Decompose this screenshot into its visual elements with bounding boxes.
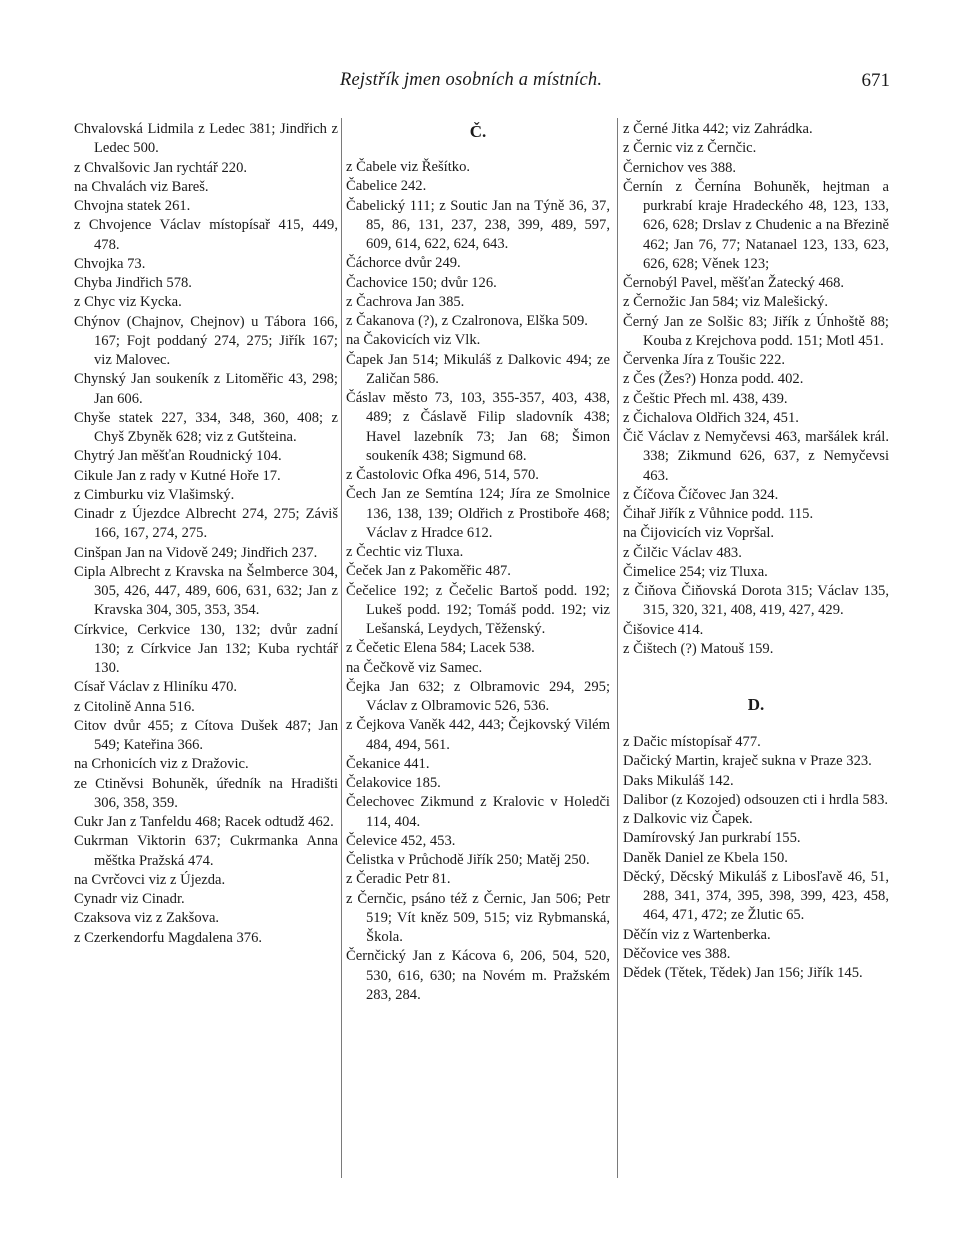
index-entry: Chyba Jindřich 578. (74, 275, 192, 291)
index-entry: na Čijovicích viz Vopršal. (623, 525, 775, 542)
index-entry: z Čakanova (?), z Czalronova, Elška 509. (346, 313, 588, 329)
index-entry: Czaksova viz z Zakšova. (74, 910, 220, 927)
index-entry: Čeček Jan z Pakoměřic 487. (346, 563, 511, 580)
index-entry: Čáslav město 73, 103, 355-357, 403, 438, 489; z Čáslavě Filip sladovník 438; Havel lazebník 73; Jan 68; Šimon soukeník 438; Sigmund 68. (346, 390, 610, 464)
index-entry: Dalibor (z Kozojed) odsouzen cti i hrdla 583. (623, 791, 889, 808)
index-entry: z Češtic Přech ml. 438, 439. (623, 390, 788, 407)
page-title: Rejstřík jmen osobních a místních. (340, 70, 603, 90)
index-column-3 (623, 120, 889, 983)
index-entry: z Čištech (?) Matouš 159. (623, 640, 774, 657)
index-entry: na Chvalách viz Bareš. (74, 178, 209, 195)
index-entry: z Čichalova Oldřich 324, 451. (623, 409, 799, 426)
index-entry: Děčín viz z Wartenberka. (623, 926, 771, 943)
index-entry: Čech Jan ze Semtína 124; Jíra ze Smolnice 136, 138, 139; Oldřich z Prostiboře 468; Václav z Hradce 612. (346, 486, 610, 541)
index-entry: Černín z Černína Bohuněk, hejtman a purkrabí kraje Hradeckého 48, 123, 133, 626, 628; Drslav z Chudenic a na Březině 462; Jan 76, 77; Natanael 123, 133, 623, 626, 628; Věnek 123; (623, 178, 889, 272)
index-entry: na Cvrčovci viz z Újezda. (74, 871, 226, 888)
index-entry: Chvojna statek 261. (74, 198, 191, 214)
index-entry: z Černic viz z Černčic. (623, 140, 757, 157)
index-entry: Čachovice 150; dvůr 126. (346, 274, 497, 291)
index-entry: z Chvalšovic Jan rychtář 220. (74, 159, 248, 176)
index-entry: Čelevice 452, 453. (346, 832, 456, 849)
index-entry: Čabelický 111; z Soutic Jan na Týně 36, 37, 85, 86, 131, 237, 238, 399, 489, 597, 609, 614, 622, 624, 643. (346, 197, 610, 252)
index-entry: z Cimburku viz Vlašimský. (74, 486, 235, 503)
index-entry: Cukrman Viktorin 637; Cukrmanka Anna měštka Pražská 474. (74, 833, 338, 869)
index-entry: z Dalkovic viz Čapek. (623, 811, 753, 827)
index-entry: z Číčova Číčovec Jan 324. (623, 486, 779, 503)
index-entry: Červenka Jíra z Toušic 222. (623, 352, 786, 368)
index-entry: Černý Jan ze Solšic 83; Jiřík z Únhoště 88; Kouba z Krejchova podd. 151; Motl 451. (623, 313, 889, 349)
index-entry: Cynadr viz Cinadr. (74, 891, 185, 907)
index-entry: Chynský Jan soukeník z Litoměřic 43, 298; Jan 606. (74, 371, 338, 407)
index-entry: Čáchorce dvůr 249. (346, 255, 461, 272)
index-entry: Čejka Jan 632; z Olbramovic 294, 295; Václav z Olbramovic 526, 536. (346, 678, 610, 714)
section-heading: D. (747, 695, 765, 714)
index-entry: Daněk Daniel ze Kbela 150. (623, 849, 788, 866)
index-entry: z Čečetic Elena 584; Lacek 538. (346, 640, 535, 657)
entry-list (623, 120, 889, 659)
index-entry: Dačický Martin, kraječ sukna v Praze 323. (623, 753, 872, 770)
entry-list (623, 733, 889, 983)
index-entry: Černobýl Pavel, měšťan Žatecký 468. (623, 275, 845, 291)
index-entry: Děcký, Děcský Mikuláš z Libosľavě 46, 51, 288, 341, 374, 395, 398, 399, 423, 458, 464, 471, 472; ze Žlutic 65. (623, 868, 889, 924)
index-entry: z Čilčic Václav 483. (623, 544, 742, 561)
index-entry: Chyše statek 227, 334, 348, 360, 408; z Chyš Zbyněk 628; viz z Gutšteina. (74, 409, 338, 445)
index-entry: Čimelice 254; viz Tluxa. (623, 563, 768, 580)
index-entry: Děčovice ves 388. (623, 945, 731, 962)
index-entry: Čihař Jiřík z Vůhnice podd. 115. (623, 506, 814, 522)
index-entry: z Čeradic Petr 81. (346, 871, 451, 888)
index-entry: Čišovice 414. (623, 621, 704, 638)
index-entry: z Čiňova Čiňovská Dorota 315; Václav 135, 315, 320, 321, 408, 419, 427, 429. (623, 583, 889, 619)
index-entry: Čečelice 192; z Čečelic Bartoš podd. 192; Lukeš podd. 192; Tomáš podd. 192; viz Lešanská, Leydych, Těženský. (346, 582, 610, 637)
index-entry: z Citolině Anna 516. (74, 698, 195, 715)
index-entry: Cinšpan Jan na Vidově 249; Jindřich 237. (74, 544, 318, 561)
index-entry: Čekanice 441. (346, 755, 430, 772)
index-column-1 (74, 120, 338, 948)
index-entry: Čič Václav z Nemyčevsi 463, maršálek král. 338; Zikmund 626, 637, z Nemyčevsi 463. (623, 429, 889, 484)
index-entry: Cikule Jan z rady v Kutné Hoře 17. (74, 467, 281, 484)
page-number: 671 (861, 70, 890, 91)
index-entry: Čabelice 242. (346, 178, 427, 195)
index-entry: na Crhonicích viz z Dražovic. (74, 756, 249, 773)
index-entry: na Čečkově viz Samec. (346, 659, 483, 676)
index-entry: z Čechtic viz Tluxa. (346, 544, 464, 560)
index-entry: Čelechovec Zikmund z Kralovic v Holedči 114, 404. (346, 794, 610, 830)
index-entry: Černčický Jan z Kácova 6, 206, 504, 520, 530, 616, 630; na Novém m. Pražském 283, 284. (346, 948, 610, 1003)
index-entry: Cukr Jan z Tanfeldu 468; Racek odtudž 462. (74, 814, 334, 830)
index-entry: Chvojka 73. (74, 255, 146, 272)
running-head (0, 70, 960, 100)
index-entry: Chvalovská Lidmila z Ledec 381; Jindřich z Ledec 500. (74, 121, 338, 157)
section-heading: Č. (469, 122, 487, 141)
index-entry: z Častolovic Ofka 496, 514, 570. (346, 467, 539, 483)
index-entry: Císař Václav z Hliníku 470. (74, 679, 238, 696)
index-entry: Dědek (Tětek, Tědek) Jan 156; Jiřík 145. (623, 965, 863, 981)
index-entry: Církvice, Cerkvice 130, 132; dvůr zadní 130; z Církvice Jan 132; Kuba rychtář 130. (74, 621, 338, 676)
index-entry: Chytrý Jan měšťan Roudnický 104. (74, 448, 282, 465)
column-divider (617, 118, 618, 1178)
index-entry: Citov dvůr 455; z Cítova Dušek 487; Jan 549; Kateřina 366. (74, 717, 338, 753)
column-divider (341, 118, 342, 1178)
index-entry: z Černožic Jan 584; viz Malešický. (623, 294, 829, 311)
index-column-2 (346, 120, 610, 1005)
index-entry: z Černé Jitka 442; viz Zahrádka. (623, 121, 813, 137)
index-entry: z Chvojence Václav místopísař 415, 449, 478. (74, 217, 338, 253)
index-entry: Damírovský Jan purkrabí 155. (623, 830, 801, 847)
index-entry: z Čabele viz Řešítko. (346, 159, 471, 175)
index-entry: z Čachrova Jan 385. (346, 293, 465, 310)
index-entry: z Čes (Žes?) Honza podd. 402. (623, 371, 804, 388)
index-entry: Černichov ves 388. (623, 159, 737, 176)
index-entry: z Černčic, psáno též z Černic, Jan 506; Petr 519; Vít kněz 509, 515; viz Rybmanská, Škola. (346, 890, 610, 945)
index-entry: Čapek Jan 514; Mikuláš z Dalkovic 494; ze Zaličan 586. (346, 351, 610, 387)
index-entry: z Chyc viz Kycka. (74, 294, 182, 311)
index-entry: z Czerkendorfu Magdalena 376. (74, 929, 263, 946)
index-entry: Cipla Albrecht z Kravska na Šelmberce 304, 305, 426, 447, 489, 606, 631, 632; Jan z Kravska 304, 305, 353, 354. (74, 563, 338, 619)
index-entry: z Dačic místopísař 477. (623, 734, 761, 750)
index-entry: Cinadr z Újezdce Albrecht 274, 275; Záviš 166, 167, 274, 275. (74, 506, 338, 542)
index-entry: Čelakovice 185. (346, 775, 441, 791)
entry-list (346, 158, 610, 1005)
index-entry: Chýnov (Chajnov, Chejnov) u Tábora 166, 167; Fojt poddaný 274, 275; Jiřík 167; viz Malovec. (74, 313, 338, 368)
index-entry: Čelistka v Průchodě Jiřík 250; Matěj 250. (346, 852, 590, 868)
index-entry: Daks Mikuláš 142. (623, 772, 734, 789)
index-entry: z Čejkova Vaněk 442, 443; Čejkovský Vilém 484, 494, 561. (346, 717, 610, 753)
index-entry: na Čakovicích viz Vlk. (346, 332, 481, 349)
index-entry: ze Ctiněvsi Bohuněk, úředník na Hradišti 306, 358, 359. (74, 775, 338, 811)
